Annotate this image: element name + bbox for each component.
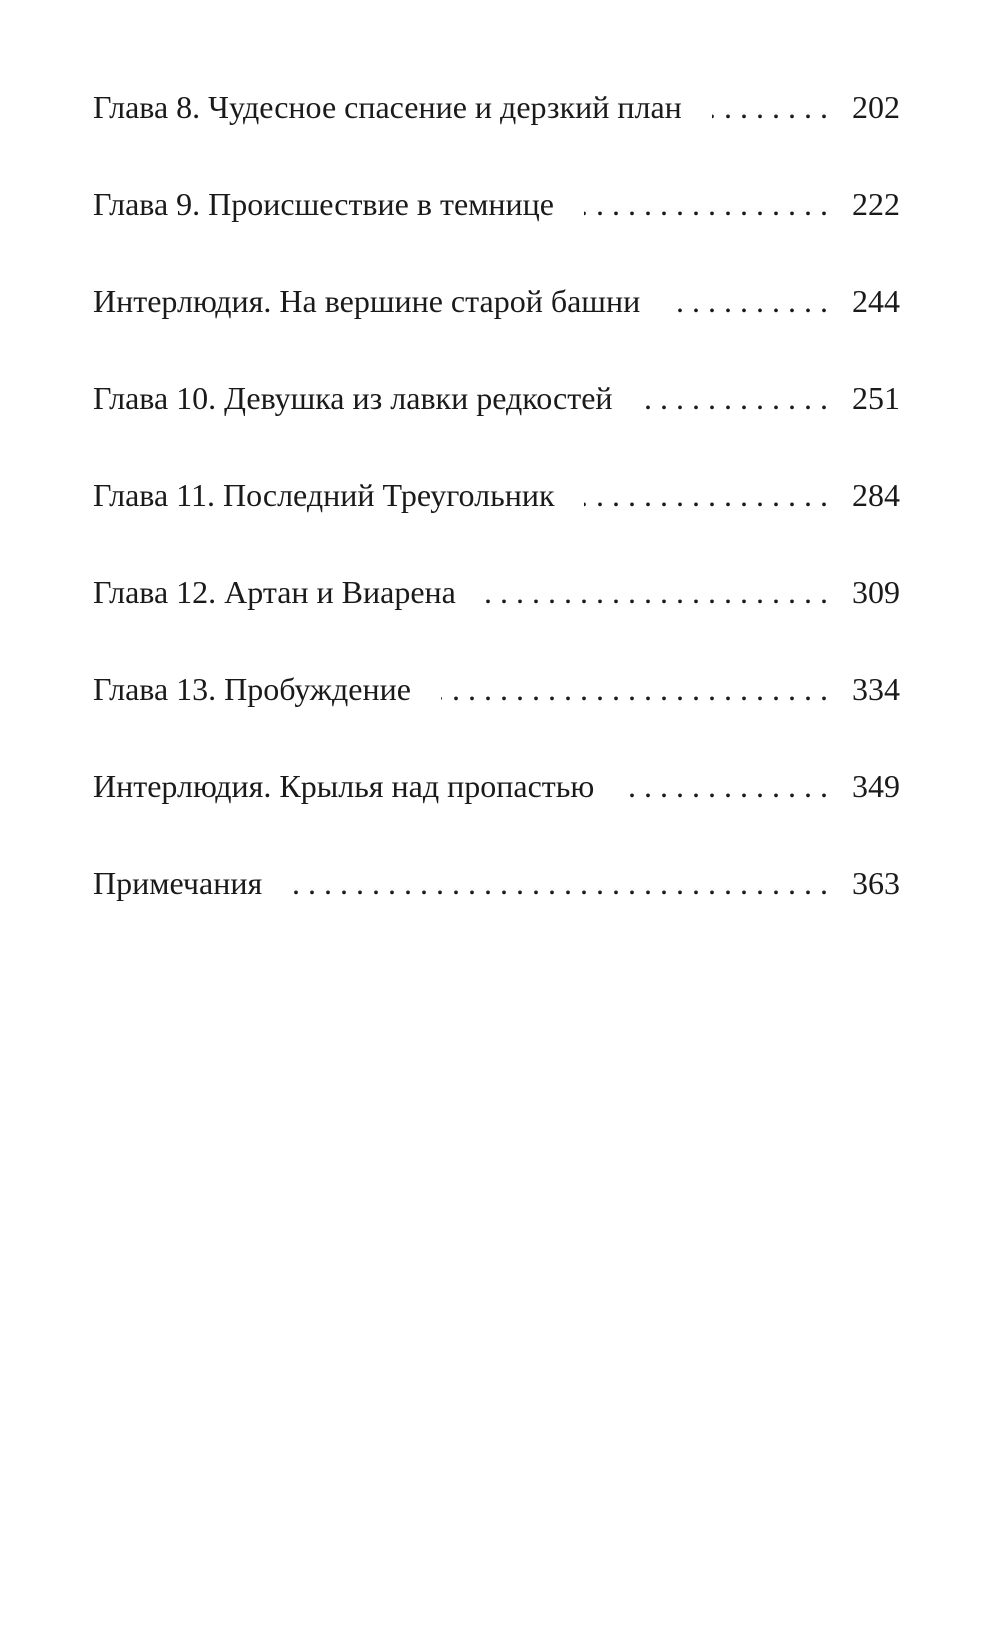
toc-dot-leader	[441, 664, 828, 714]
toc-entry	[93, 567, 900, 664]
toc-entry-title: Интерлюдия. Крылья над пропастью	[93, 768, 595, 804]
toc-entry-title: Глава 9. Происшествие в темнице	[93, 186, 554, 222]
toc-dot-leader	[643, 373, 828, 423]
toc-dot-leader	[584, 179, 828, 229]
toc-dot-leader	[670, 276, 828, 326]
table-of-contents	[93, 82, 900, 955]
toc-entry-page: 202	[852, 89, 900, 125]
toc-entry	[93, 470, 900, 567]
toc-entry-title: Глава 13. Пробуждение	[93, 671, 411, 707]
toc-entry	[93, 761, 900, 858]
toc-entry	[93, 664, 900, 761]
toc-entry	[93, 179, 900, 276]
toc-entry-page: 309	[852, 574, 900, 610]
toc-entry-title: Глава 10. Девушка из лавки редкостей	[93, 380, 613, 416]
toc-entry	[93, 82, 900, 179]
toc-entry-title: Глава 8. Чудесное спасение и дерзкий план	[93, 89, 682, 125]
toc-entry-page: 284	[852, 477, 900, 513]
toc-entry-title: Интерлюдия. На вершине старой башни	[93, 283, 641, 319]
toc-dot-leader	[486, 567, 828, 617]
toc-entry-page: 222	[852, 186, 900, 222]
toc-entry-page: 244	[852, 283, 900, 319]
toc-entry-title: Глава 11. Последний Треугольник	[93, 477, 555, 513]
toc-entry	[93, 858, 900, 955]
toc-entry-page: 349	[852, 768, 900, 804]
toc-dot-leader	[584, 470, 828, 520]
toc-dot-leader	[712, 82, 828, 132]
toc-entry-title: Глава 12. Артан и Виарена	[93, 574, 456, 610]
toc-entry	[93, 373, 900, 470]
toc-entry-page: 251	[852, 380, 900, 416]
toc-dot-leader	[292, 858, 828, 908]
toc-entry	[93, 276, 900, 373]
toc-entry-title: Примечания	[93, 865, 263, 901]
toc-entry-page: 334	[852, 671, 900, 707]
toc-entry-page: 363	[852, 865, 900, 901]
toc-dot-leader	[624, 761, 828, 811]
